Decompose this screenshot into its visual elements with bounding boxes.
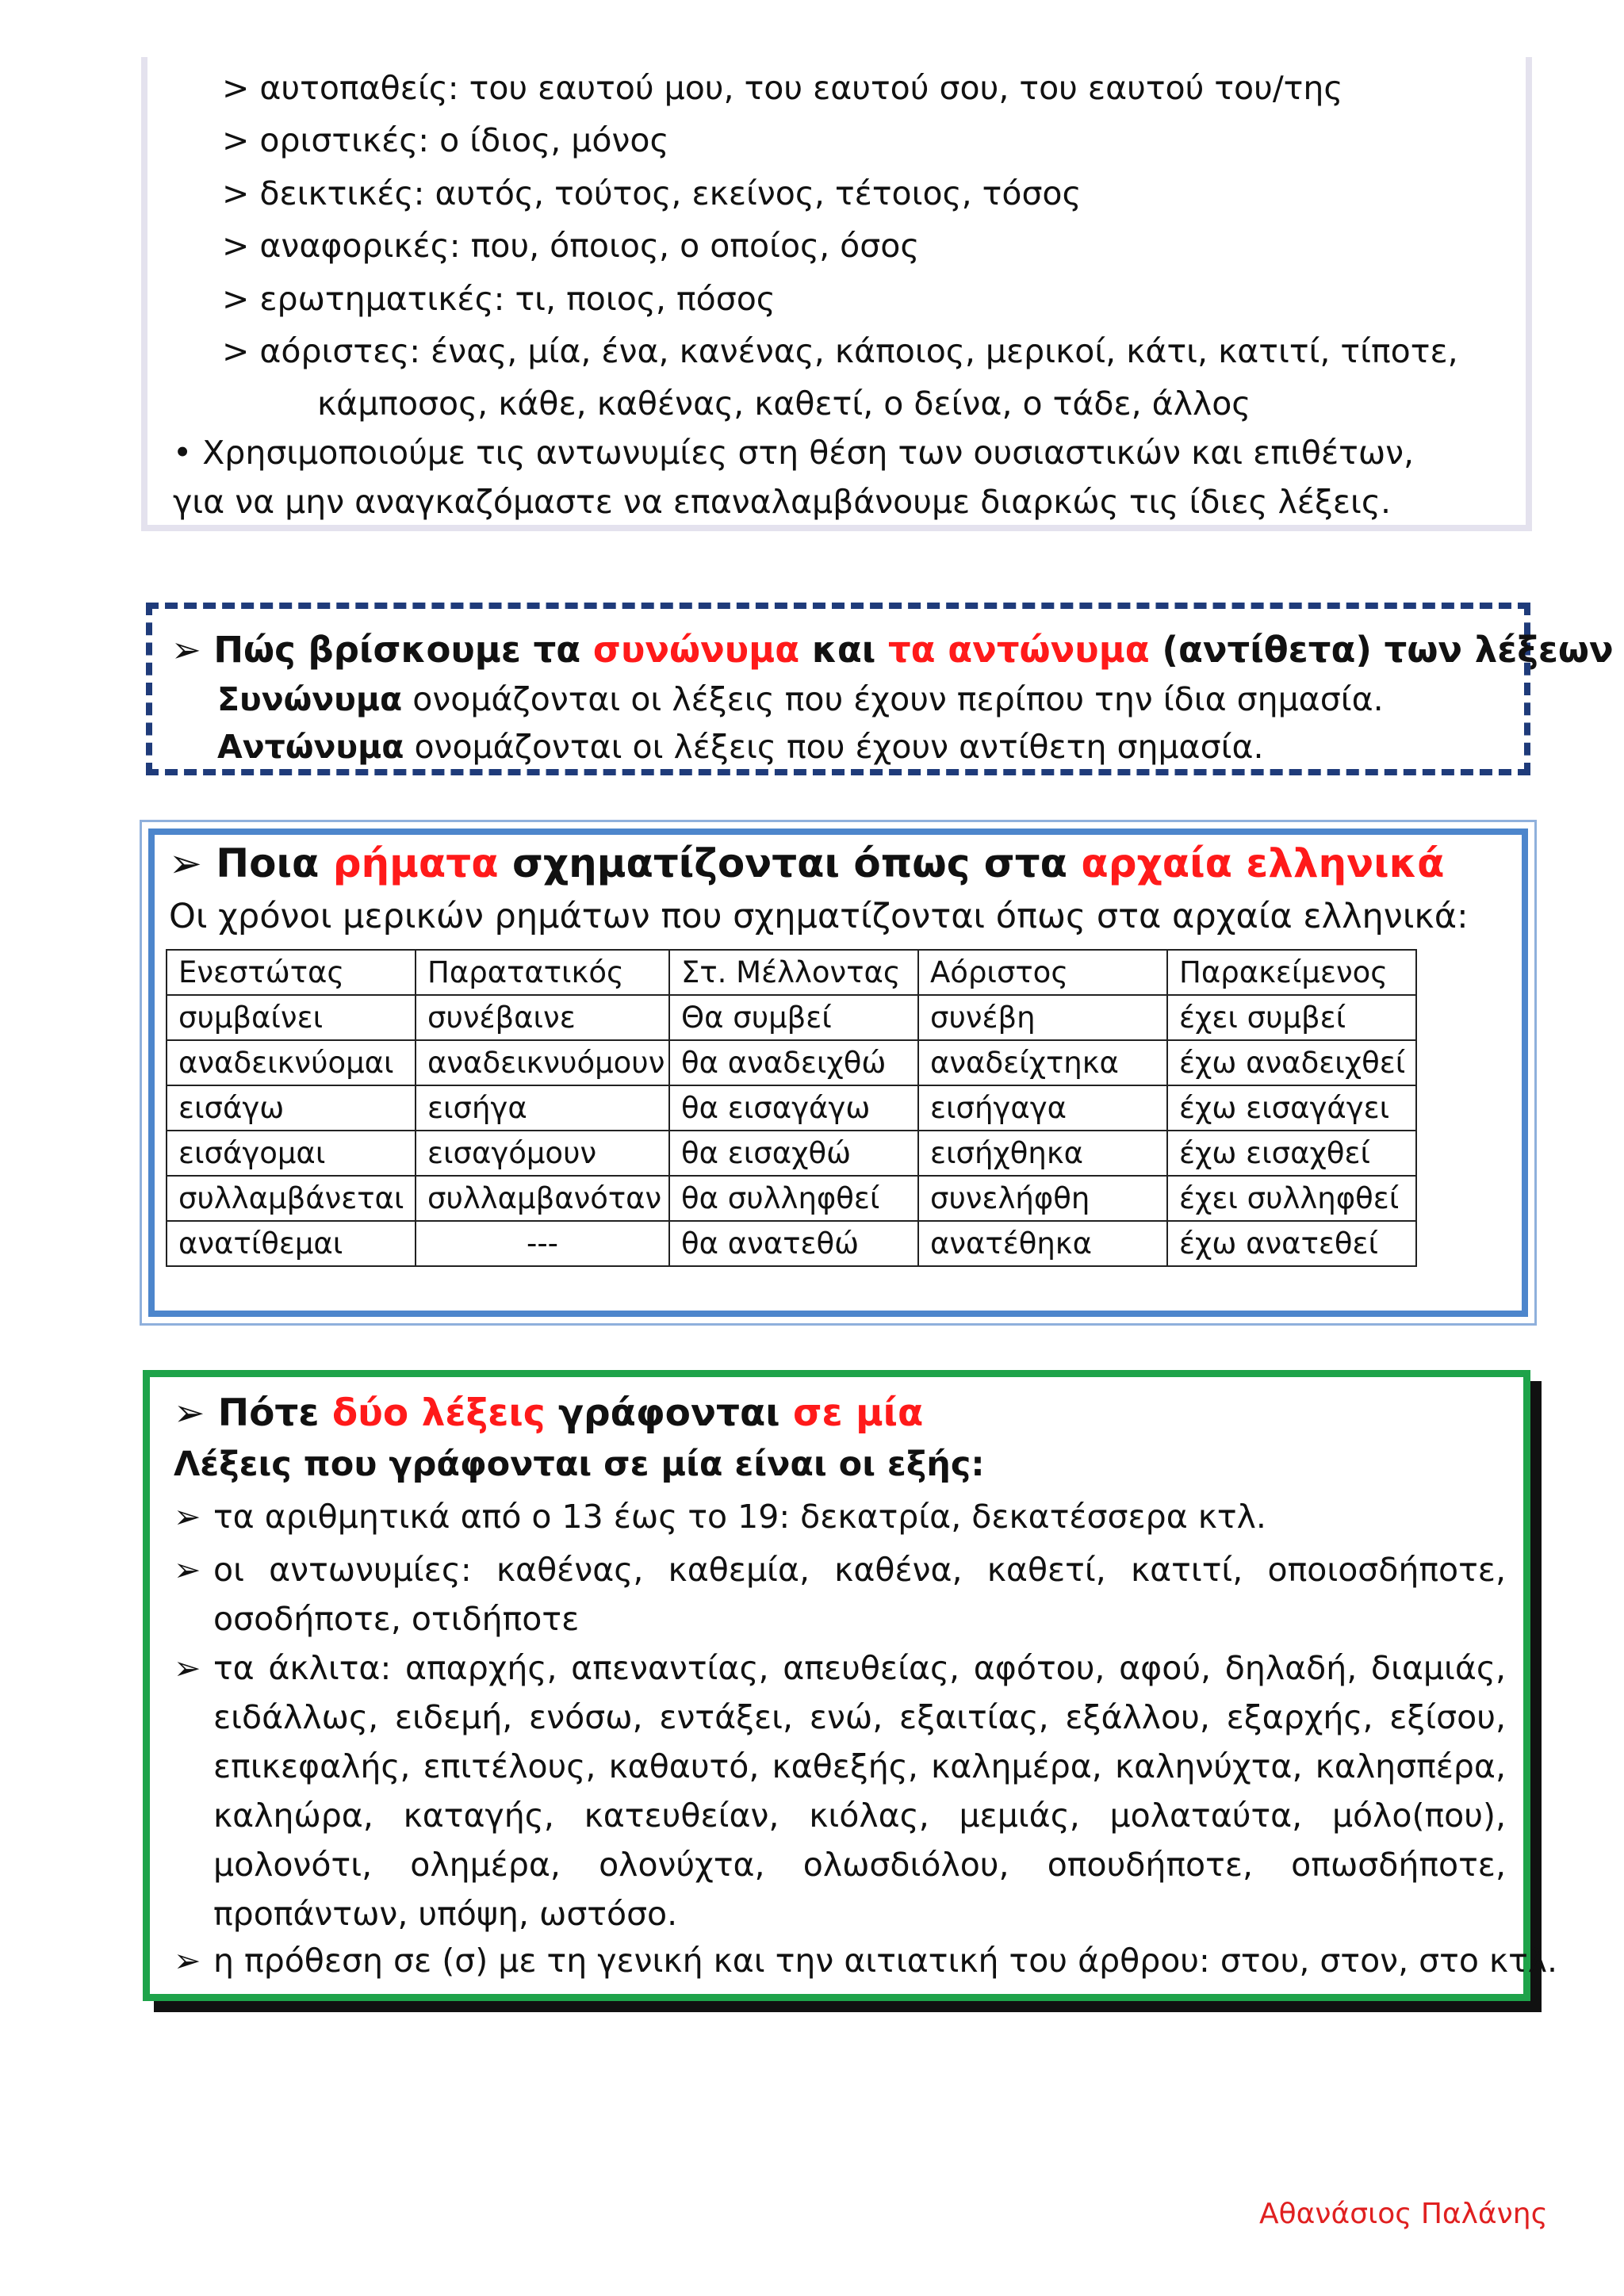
table-cell: συλλαμβάνεται xyxy=(167,1176,416,1221)
ancient-verbs-heading xyxy=(169,840,1445,887)
table-cell: συλλαμβανόταν xyxy=(416,1176,669,1221)
compound-words-box xyxy=(143,1370,1558,2001)
ancient-verbs-box xyxy=(140,820,1537,1326)
synonyms-heading xyxy=(171,629,1614,671)
antonyms-definition xyxy=(217,726,1264,767)
pronoun-usage-note-line1: • Χρησιμοποιούμε τις αντωνυμίες στη θέση των ουσιαστικών και επιθέτων, xyxy=(173,434,1415,472)
antonyms-term: Αντώνυμα xyxy=(217,728,404,766)
table-cell: εισήγα xyxy=(416,1085,669,1131)
table-cell: θα αναδειχθώ xyxy=(669,1040,918,1085)
arrow-bullet-icon: ➢ xyxy=(174,1942,201,1980)
table-cell: εισήχθηκα xyxy=(918,1131,1167,1176)
table-row xyxy=(167,1176,1416,1221)
table-cell: Θα συμβεί xyxy=(669,995,918,1040)
table-cell: έχω ανατεθεί xyxy=(1167,1221,1416,1266)
pronoun-item-definite: > οριστικές: ο ίδιος, μόνος xyxy=(222,121,669,159)
table-header-row xyxy=(167,950,1416,995)
table-cell: συμβαίνει xyxy=(167,995,416,1040)
compound-heading-red1: δύο λέξεις xyxy=(331,1391,546,1435)
compound-item-numerals xyxy=(174,1496,1266,1537)
pronoun-item-interrogative: > ερωτηματικές: τι, ποιος, πόσος xyxy=(222,280,776,318)
table-cell: έχει συλληφθεί xyxy=(1167,1176,1416,1221)
table-header-cell: Παρακείμενος xyxy=(1167,950,1416,995)
verbs-heading-part2: σχηματίζονται όπως στα xyxy=(498,840,1082,886)
pronoun-item-demonstrative: > δεικτικές: αυτός, τούτος, εκείνος, τέτοιος, τόσος xyxy=(222,174,1082,212)
table-cell: --- xyxy=(416,1221,669,1266)
synonyms-heading-red1: συνώνυμα xyxy=(592,629,800,671)
table-cell: έχω αναδειχθεί xyxy=(1167,1040,1416,1085)
table-cell: θα εισαγάγω xyxy=(669,1085,918,1131)
synonyms-heading-part1: ➢ Πώς βρίσκουμε τα xyxy=(171,629,593,671)
table-cell: εισάγομαι xyxy=(167,1131,416,1176)
table-cell: έχω εισαχθεί xyxy=(1167,1131,1416,1176)
table-cell: εισαγόμουν xyxy=(416,1131,669,1176)
table-cell: ανατίθεμαι xyxy=(167,1221,416,1266)
synonyms-def-text: ονομάζονται οι λέξεις που έχουν περίπου την ίδια σημασία. xyxy=(402,680,1384,718)
arrow-bullet-icon: ➢ xyxy=(174,1498,201,1536)
pronoun-usage-note-line2: για να μην αναγκαζόμαστε να επαναλαμβάνουμε διαρκώς τις ίδιες λέξεις. xyxy=(173,483,1392,521)
compound-heading xyxy=(174,1393,923,1434)
compound-heading-part2: γράφονται xyxy=(545,1391,793,1435)
compound-item-numerals-text: τα αριθμητικά από ο 13 έως το 19: δεκατρία, δεκατέσσερα κτλ. xyxy=(213,1498,1266,1536)
table-cell: αναδείχτηκα xyxy=(918,1040,1167,1085)
synonyms-heading-red2: τα αντώνυμα xyxy=(887,629,1150,671)
table-cell: συνέβαινε xyxy=(416,995,669,1040)
table-row xyxy=(167,1131,1416,1176)
antonyms-def-text: ονομάζονται οι λέξεις που έχουν αντίθετη σημασία. xyxy=(404,728,1264,766)
arrow-bullet-icon: ➢ xyxy=(174,1551,201,1589)
pronoun-item-indefinite: > αόριστες: ένας, μία, ένα, κανένας, κάποιος, μερικοί, κάτι, κατιτί, τίποτε, xyxy=(222,332,1458,370)
synonyms-antonyms-box xyxy=(146,603,1614,775)
table-header-cell: Αόριστος xyxy=(918,950,1167,995)
verb-tenses-table xyxy=(166,949,1417,1267)
table-cell: ανατέθηκα xyxy=(918,1221,1167,1266)
table-header-cell: Στ. Μέλλοντας xyxy=(669,950,918,995)
table-cell: αναδεικνύομαι xyxy=(167,1040,416,1085)
author-signature: Αθανάσιος Παλάνης xyxy=(1259,2198,1548,2230)
compound-subheading: Λέξεις που γράφονται σε μία είναι οι εξής: xyxy=(174,1445,985,1484)
table-header-cell: Ενεστώτας xyxy=(167,950,416,995)
synonyms-definition xyxy=(217,679,1384,720)
verbs-heading-red1: ρήματα xyxy=(332,840,499,886)
pronoun-item-reflexive: > αυτοπαθείς: του εαυτού μου, του εαυτού σου, του εαυτού του/της xyxy=(222,69,1343,107)
table-cell: θα ανατεθώ xyxy=(669,1221,918,1266)
table-cell: εισήγαγα xyxy=(918,1085,1167,1131)
table-row xyxy=(167,1085,1416,1131)
synonyms-heading-part3: (αντίθετα) των λέξεων xyxy=(1149,629,1614,671)
synonyms-heading-part2: και xyxy=(799,629,888,671)
compound-item-preposition xyxy=(174,1940,1557,1981)
table-cell: θα συλληφθεί xyxy=(669,1176,918,1221)
table-header-cell: Παρατατικός xyxy=(416,950,669,995)
table-cell: αναδεικνυόμουν xyxy=(416,1040,669,1085)
synonyms-term: Συνώνυμα xyxy=(217,680,403,718)
ancient-verbs-subtitle: Οι χρόνοι μερικών ρημάτων που σχηματίζονται όπως στα αρχαία ελληνικά: xyxy=(169,897,1469,936)
table-cell: έχω εισαγάγει xyxy=(1167,1085,1416,1131)
table-row xyxy=(167,1040,1416,1085)
verbs-heading-red2: αρχαία ελληνικά xyxy=(1081,840,1445,886)
table-cell: συνελήφθη xyxy=(918,1176,1167,1221)
table-row xyxy=(167,1221,1416,1266)
compound-item-indeclinables: τα άκλιτα: απαρχής, απεναντίας, απευθείας, αφότου, αφού, δηλαδή, διαμιάς, ειδάλλως, ειδεμή, ενόσω, εντάξει, ενώ, εξαιτίας, εξάλλου, εξαρχής, εξίσου, επικεφαλής, επιτέλους, καθαυτό, καθεξής, καλημέρα, καληνύχτα, καλησπέρα, καληώρα, καταγής, κατευθείαν, κιόλας, μεμιάς, μολαταύτα, μόλο(που), μολονότι, ολημέρα, ολονύχτα, ολωσδιόλου, οπουδήποτε, οπωσδήποτε, προπάντων, υπόψη, ωστόσο. xyxy=(213,1649,1506,1933)
table-cell: θα εισαχθώ xyxy=(669,1131,918,1176)
table-cell: εισάγω xyxy=(167,1085,416,1131)
table-cell: έχει συμβεί xyxy=(1167,995,1416,1040)
arrow-bullet-icon: ➢ xyxy=(174,1649,201,1687)
compound-heading-part1: ➢ Πότε xyxy=(174,1391,332,1435)
compound-heading-red2: σε μία xyxy=(792,1391,924,1435)
table-row xyxy=(167,995,1416,1040)
pronoun-item-indefinite-continuation: κάμποσος, κάθε, καθένας, καθετί, ο δείνα, ο τάδε, άλλος xyxy=(317,385,1251,423)
verbs-heading-part1: ➢ Ποια xyxy=(169,840,333,886)
table-cell: συνέβη xyxy=(918,995,1167,1040)
pronoun-item-relative: > αναφορικές: που, όποιος, ο οποίος, όσος xyxy=(222,227,920,265)
compound-item-preposition-text: η πρόθεση σε (σ) με τη γενική και την αιτιατική του άρθρου: στου, στον, στο κτλ. xyxy=(213,1942,1558,1980)
pronoun-types-box xyxy=(141,57,1532,531)
compound-item-pronouns: οι αντωνυμίες: καθένας, καθεμία, καθένα, καθετί, κατιτί, οποιοσδήποτε, οσοδήποτε, οτιδήποτε xyxy=(213,1551,1506,1638)
